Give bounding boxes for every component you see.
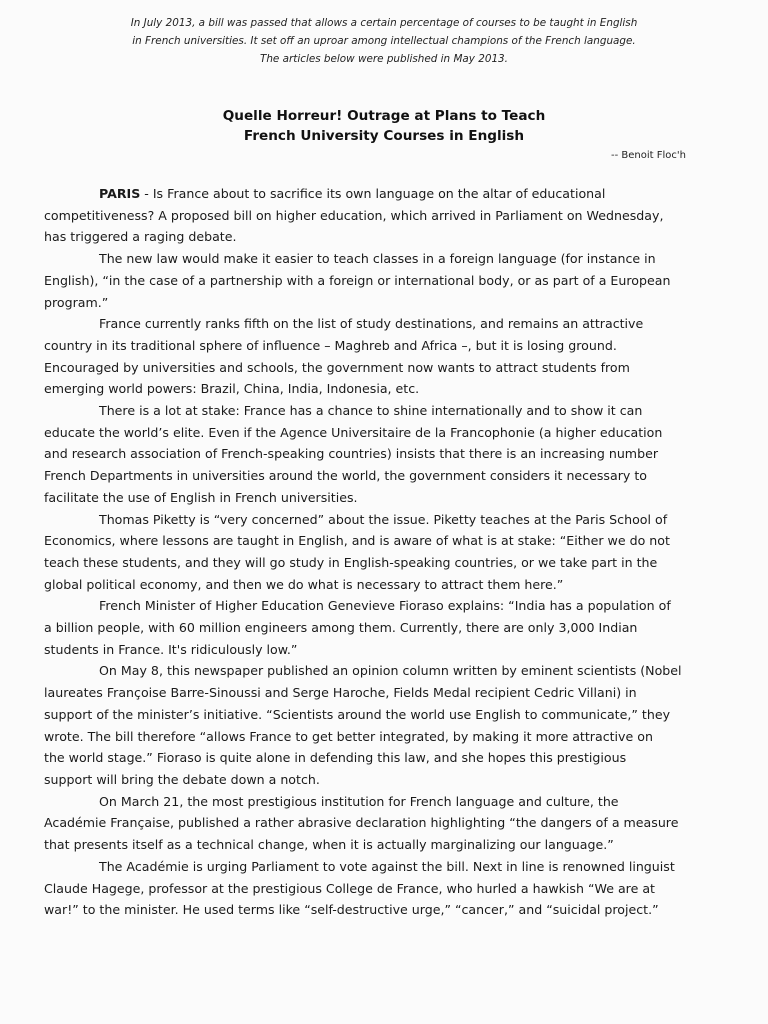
article-byline: -- Benoit Floc'h <box>611 150 686 161</box>
paragraph <box>44 400 716 509</box>
paragraph-line: French Departments in universities around the world, the government considers it necessary to <box>44 468 647 484</box>
paragraph-line: emerging world powers: Brazil, China, India, Indonesia, etc. <box>44 381 420 397</box>
paragraph-line: program.” <box>44 294 109 310</box>
paragraph-line: a billion people, with 60 million engineers among them. Currently, there are only 3,000 Indian <box>44 620 638 636</box>
paragraph-line: teach these students, and they will go study in English-speaking countries, or we take part in the <box>44 554 658 570</box>
paragraph-line: competitiveness? A proposed bill on higher education, which arrived in Parliament on Wednesday, <box>44 207 664 223</box>
paragraph-line: The Académie is urging Parliament to vote against the bill. Next in line is renowned linguist <box>99 858 675 874</box>
paragraph-line: facilitate the use of English in French universities. <box>44 489 358 505</box>
paragraph-line: that presents itself as a technical change, when it is actually marginalizing our language.” <box>44 837 614 853</box>
paragraph-line: Economics, where lessons are taught in English, and is aware of what is at stake: “Either we do not <box>44 533 670 549</box>
paragraph <box>44 248 716 313</box>
paragraph-line: educate the world’s elite. Even if the Agence Universitaire de la Francophonie (a higher education <box>44 424 663 440</box>
paragraph-line: the world stage.” Fioraso is quite alone in defending this law, and she hopes this prestigious <box>44 750 627 766</box>
paragraph <box>44 856 716 921</box>
paragraph-line: France currently ranks fifth on the list of study destinations, and remains an attractive <box>99 316 644 332</box>
paragraph-line: laureates Françoise Barre-Sinoussi and Serge Haroche, Fields Medal recipient Cedric Villani) in <box>44 685 637 701</box>
intro-line: The articles below were published in May 2013. <box>260 53 508 65</box>
paragraph <box>44 509 716 596</box>
intro-line: in French universities. It set off an uproar among intellectual champions of the French language. <box>132 35 636 47</box>
intro-line: In July 2013, a bill was passed that allows a certain percentage of courses to be taught in English <box>130 17 638 29</box>
intro-note <box>60 14 708 68</box>
paragraph-line: On March 21, the most prestigious institution for French language and culture, the <box>99 793 619 809</box>
paragraph <box>44 183 716 248</box>
paragraph-line: wrote. The bill therefore “allows France to get better integrated, by making it more attractive on <box>44 728 653 744</box>
paragraph-line: support of the minister’s initiative. “Scientists around the world use English to communicate,” they <box>44 706 671 722</box>
paragraph <box>44 660 716 790</box>
paragraph-line: war!” to the minister. He used terms like “self-destructive urge,” “cancer,” and “suicidal project.” <box>44 902 659 918</box>
paragraph-line: Encouraged by universities and schools, the government now wants to attract students from <box>44 359 630 375</box>
title-line: French University Courses in English <box>243 128 525 144</box>
paragraph-line: has triggered a raging debate. <box>44 229 237 245</box>
paragraph-line: country in its traditional sphere of influence – Maghreb and Africa –, but it is losing ground. <box>44 337 617 353</box>
paragraph <box>44 791 716 856</box>
paragraph-line: global political economy, and then we do what is necessary to attract them here.” <box>44 576 564 592</box>
paragraph-line: The new law would make it easier to teach classes in a foreign language (for instance in <box>99 251 656 267</box>
paragraph-line: Thomas Piketty is “very concerned” about the issue. Piketty teaches at the Paris School of <box>99 511 668 527</box>
article-body <box>44 183 716 921</box>
paragraph-line: French Minister of Higher Education Genevieve Fioraso explains: “India has a population of <box>99 598 671 614</box>
paragraph-line <box>44 183 716 205</box>
dateline: PARIS <box>99 186 141 201</box>
paragraph-line: students in France. It's ridiculously low.” <box>44 641 298 657</box>
paragraph-line: Académie Française, published a rather abrasive declaration highlighting “the dangers of a measure <box>44 815 679 831</box>
paragraph-line: English), “in the case of a partnership with a foreign or international body, or as part of a European <box>44 272 671 288</box>
paragraph <box>44 313 716 400</box>
paragraph-line: support will bring the debate down a notch. <box>44 771 320 787</box>
article-title <box>100 106 668 146</box>
paragraph-line: and research association of French-speaking countries) insists that there is an increasing number <box>44 446 658 462</box>
paragraph <box>44 595 716 660</box>
paragraph-text: - Is France about to sacrifice its own language on the altar of educational <box>140 186 606 201</box>
paragraph-line: Claude Hagege, professor at the prestigious College de France, who hurled a hawkish “We are at <box>44 880 655 896</box>
paragraph-line: On May 8, this newspaper published an opinion column written by eminent scientists (Nobel <box>99 663 682 679</box>
title-line: Quelle Horreur! Outrage at Plans to Teach <box>222 108 546 124</box>
paragraph-line: There is a lot at stake: France has a chance to shine internationally and to show it can <box>99 403 643 419</box>
